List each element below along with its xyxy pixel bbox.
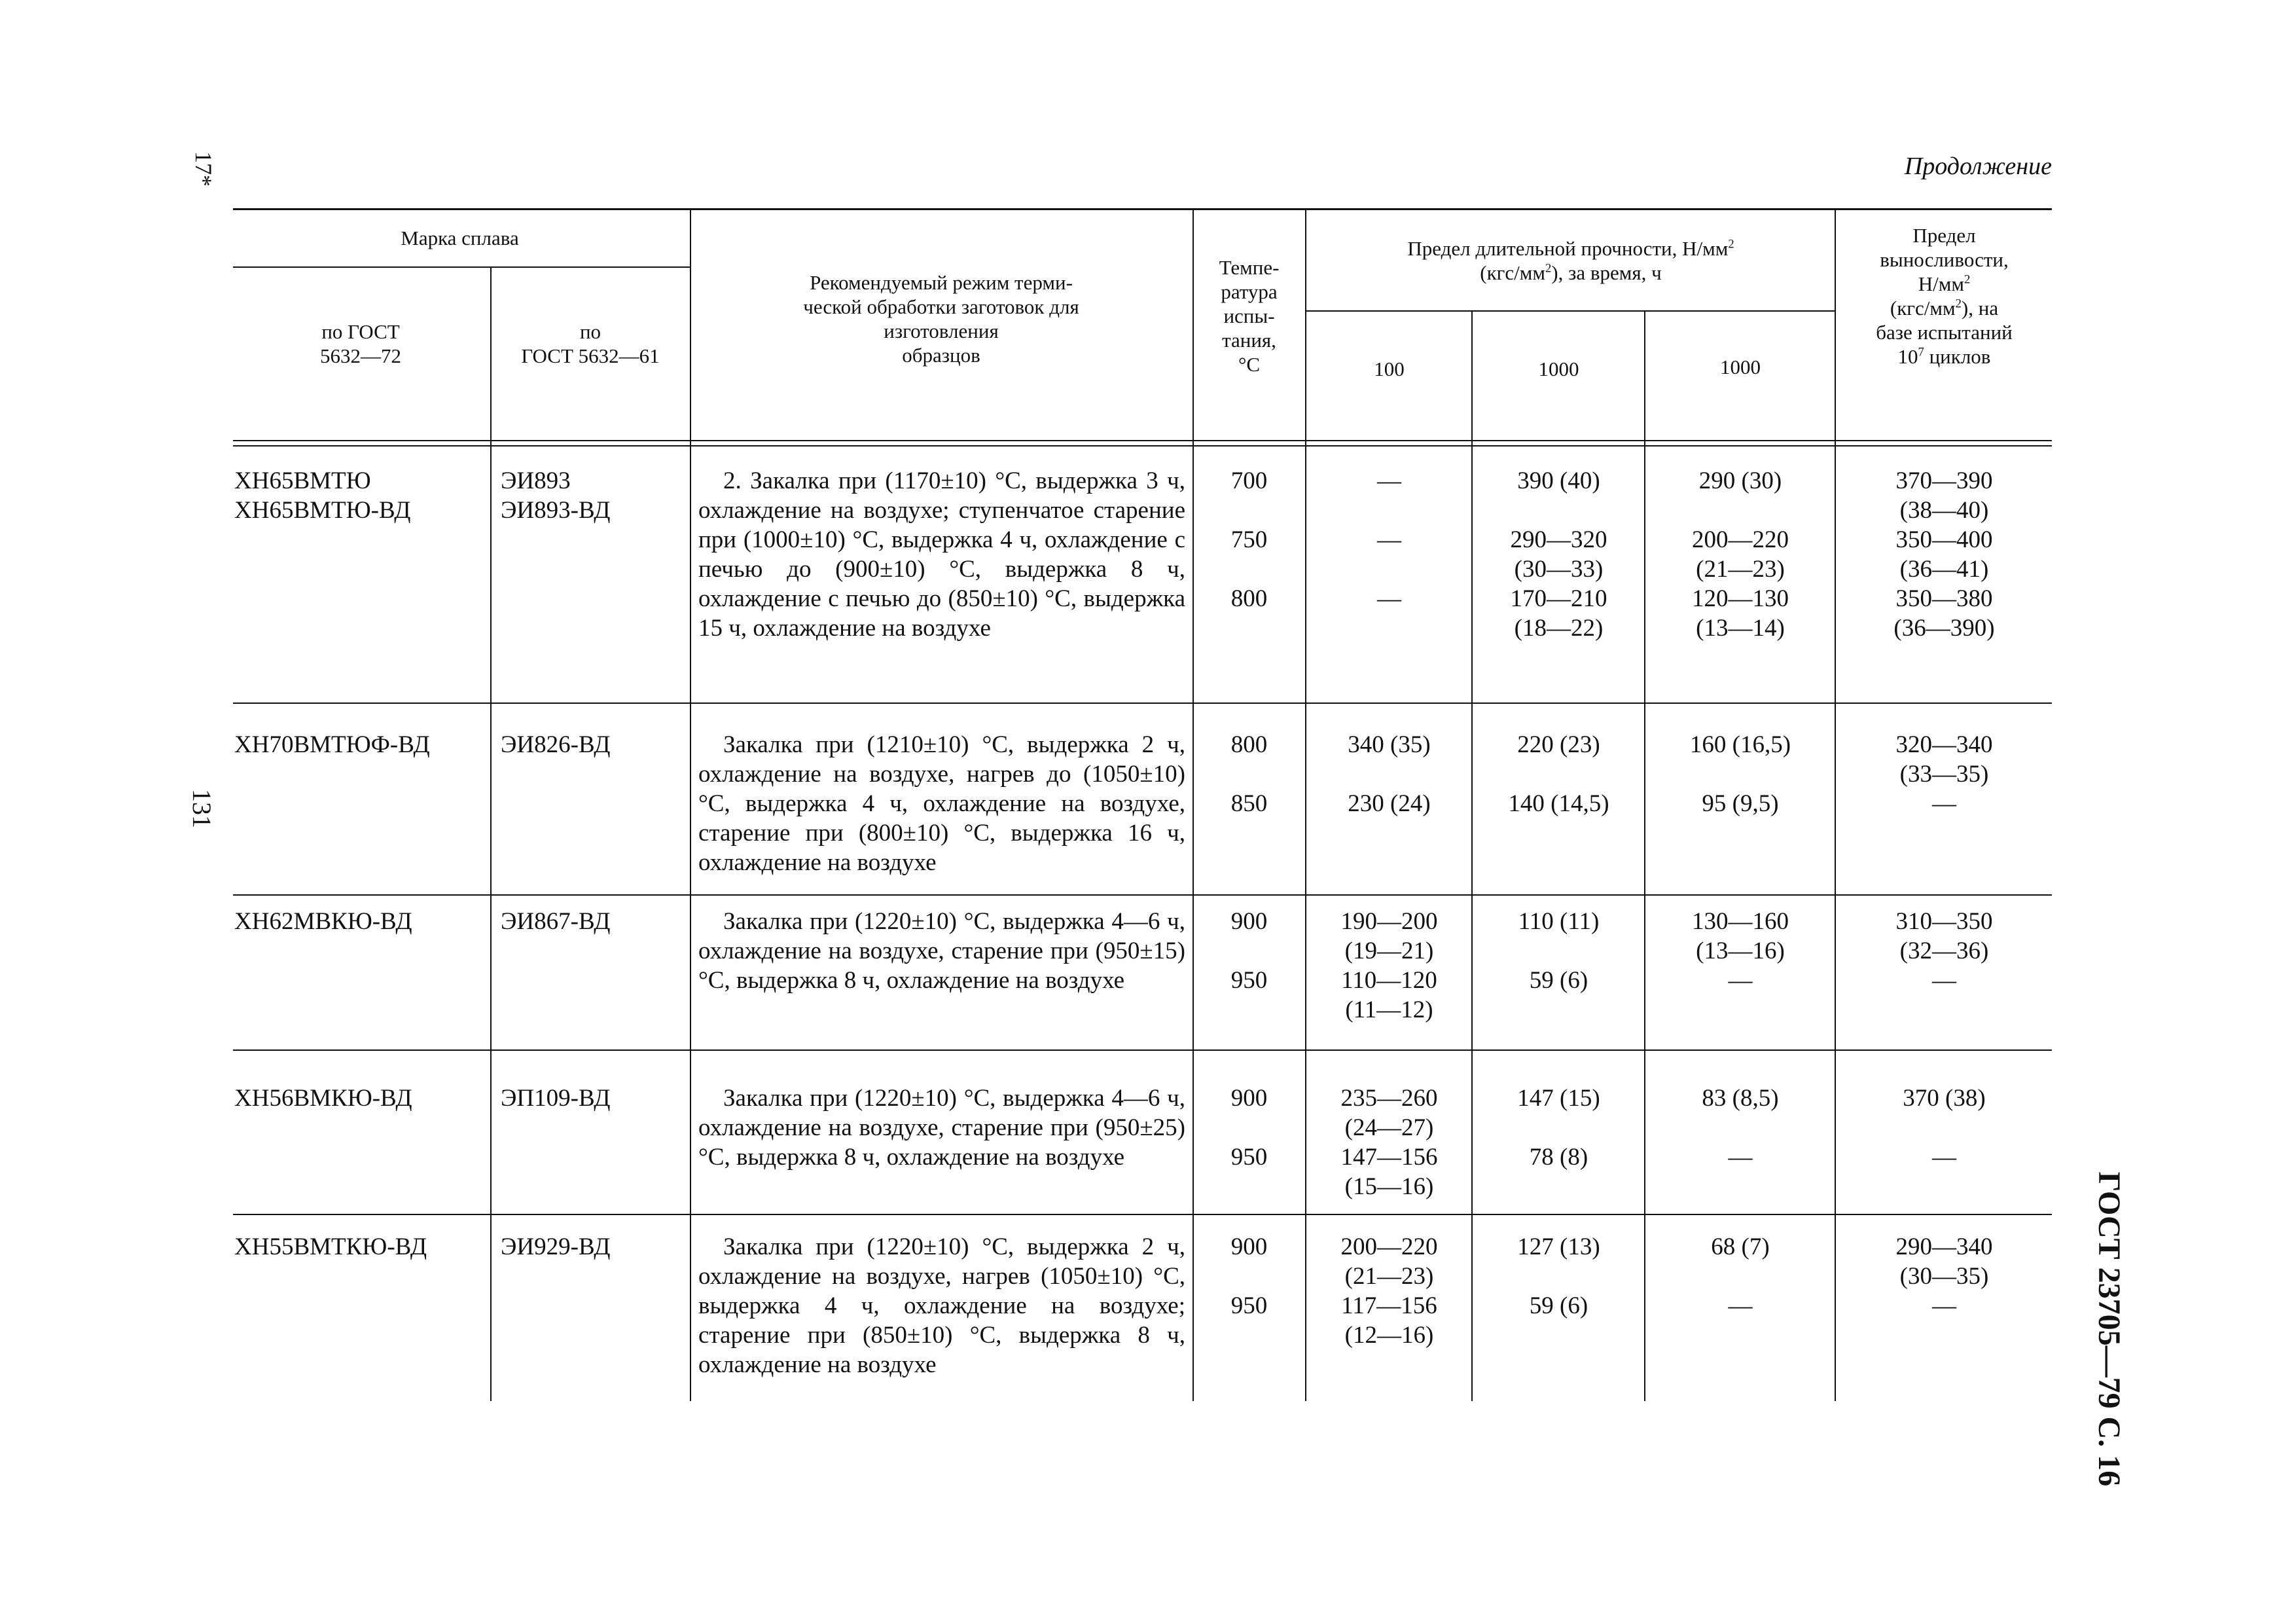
alloy-grade-gost72 bbox=[234, 1232, 486, 1262]
creep-strength-100h-line: 340 (35) bbox=[1348, 731, 1431, 758]
header-1000h-a bbox=[1473, 313, 1644, 424]
header-strength-line1: Предел длительной прочности, $Н/мм^2$ bbox=[1407, 237, 1734, 260]
creep-strength-100h-line: (15—16) bbox=[1344, 1173, 1434, 1200]
endurance-limit-line: 320—340 bbox=[1895, 731, 1993, 758]
endurance-limit-line: (36—41) bbox=[1899, 556, 1989, 583]
alloy-grade-gost72 bbox=[234, 466, 486, 525]
endurance-limit bbox=[1837, 907, 2052, 966]
endurance-limit bbox=[1837, 466, 2052, 525]
header-subrule-strength bbox=[1306, 310, 1836, 312]
header-1000h-a-text: 1000 bbox=[1538, 357, 1579, 380]
creep-strength-100h bbox=[1307, 966, 1471, 1025]
header-alloy-grade bbox=[233, 211, 687, 264]
header-1000h-b-text: 1000 bbox=[1720, 356, 1761, 378]
creep-strength-1000h-b bbox=[1646, 966, 1835, 995]
creep-strength-100h-line: (12—16) bbox=[1344, 1322, 1434, 1349]
alloy-grade-gost72-line: ХН55ВМТКЮ-ВД bbox=[234, 1233, 427, 1260]
heat-treatment-text: Закалка при (1220±10) °С, выдержка 2 ч, охлаждение на воздухе, нагрев (1050±10) °С, выдержка 4 ч, охлаждение на воздухе; старение при (850±10) °С, выдержка 8 ч, охлаждение на воздухе bbox=[698, 1233, 1185, 1378]
alloy-grade-gost72 bbox=[234, 907, 486, 936]
creep-strength-100h bbox=[1307, 1232, 1471, 1291]
creep-strength-1000h-b-line: 290 (30) bbox=[1698, 467, 1782, 494]
creep-strength-1000h-b-line: (21—23) bbox=[1696, 556, 1785, 583]
creep-strength-1000h-b bbox=[1646, 1232, 1835, 1262]
header-creep-strength bbox=[1307, 213, 1835, 308]
endurance-limit-line: 370 (38) bbox=[1903, 1085, 1986, 1112]
header-subrule-grade bbox=[233, 266, 691, 268]
header-temp-line1: Темпе- bbox=[1219, 255, 1280, 279]
creep-strength-1000h-a-line: 127 (13) bbox=[1517, 1233, 1600, 1260]
row-separator-1 bbox=[233, 702, 2052, 704]
header-temp-line3: испы- bbox=[1223, 304, 1275, 327]
test-temperature: 950 bbox=[1230, 1144, 1268, 1171]
creep-strength-1000h-b-line: 200—220 bbox=[1692, 526, 1789, 553]
endurance-limit-line: 350—380 bbox=[1895, 585, 1993, 612]
heat-treatment-text: Закалка при (1210±10) °С, выдержка 2 ч, охлаждение на воздухе, нагрев до (1050±10) °С, выдержка 4 ч, охлаждение на воздухе, старение при (800±10) °С, выдержка 16 ч, охлаждение на воздухе bbox=[698, 731, 1185, 876]
creep-strength-100h-line: — bbox=[1377, 526, 1401, 553]
header-1000h-b bbox=[1646, 313, 1835, 421]
endurance-limit-line: — bbox=[1932, 1292, 1956, 1319]
endurance-limit bbox=[1837, 789, 2052, 818]
creep-strength-1000h-a-line: 220 (23) bbox=[1517, 731, 1600, 758]
header-endurance-line4: $(кгс/мм^2)$, на bbox=[1890, 297, 1999, 319]
creep-strength-100h-line: 230 (24) bbox=[1348, 790, 1431, 817]
test-temperature: 800 bbox=[1230, 585, 1268, 612]
endurance-limit bbox=[1837, 525, 2052, 584]
creep-strength-100h bbox=[1307, 525, 1471, 555]
endurance-limit bbox=[1837, 730, 2052, 789]
creep-strength-1000h-a-line: 170—210 bbox=[1510, 585, 1607, 612]
header-gost61-line2: ГОСТ 5632—61 bbox=[521, 344, 660, 367]
header-endurance-line5: базе испытаний bbox=[1876, 321, 2013, 344]
endurance-limit bbox=[1837, 1291, 2052, 1321]
endurance-limit-line: (36—390) bbox=[1893, 615, 1995, 642]
endurance-limit bbox=[1837, 1142, 2052, 1172]
creep-strength-1000h-a-line: (30—33) bbox=[1514, 556, 1604, 583]
header-strength-sup1: 2 bbox=[1728, 237, 1734, 251]
creep-strength-100h-line: (19—21) bbox=[1344, 938, 1434, 964]
header-temp-line2: ратура bbox=[1221, 280, 1278, 303]
creep-strength-1000h-a bbox=[1473, 1142, 1644, 1172]
endurance-limit-line: — bbox=[1932, 967, 1956, 994]
alloy-grade-gost72-line: ХН56ВМКЮ-ВД bbox=[234, 1085, 412, 1112]
creep-strength-1000h-b-line: (13—14) bbox=[1696, 615, 1785, 642]
alloy-grade-gost61-line: ЭИ867-ВД bbox=[501, 908, 611, 935]
header-endurance-sup6: 7 bbox=[1918, 345, 1924, 359]
creep-strength-100h-line: (21—23) bbox=[1344, 1263, 1434, 1290]
creep-strength-100h-line: 117—156 bbox=[1341, 1292, 1437, 1319]
header-gost61-line1: по bbox=[579, 320, 601, 343]
creep-strength-1000h-a-line: 78 (8) bbox=[1529, 1144, 1588, 1171]
header-bottom-rule-2 bbox=[233, 445, 2052, 447]
row-separator-2 bbox=[233, 894, 2052, 896]
header-bottom-rule-1 bbox=[233, 440, 2052, 441]
header-100h-text: 100 bbox=[1374, 357, 1405, 380]
creep-strength-1000h-b bbox=[1646, 789, 1835, 818]
creep-strength-1000h-a-line: 290—320 bbox=[1510, 526, 1607, 553]
col-divider-endurance bbox=[1835, 208, 1836, 1401]
header-endurance-line1: Предел bbox=[1912, 224, 1976, 247]
creep-strength-1000h-a bbox=[1473, 730, 1644, 759]
creep-strength-100h-line: 190—200 bbox=[1340, 908, 1438, 935]
header-endurance-sup3: 2 bbox=[1964, 272, 1971, 287]
endurance-limit-line: (32—36) bbox=[1899, 938, 1989, 964]
endurance-limit-line: (33—35) bbox=[1899, 761, 1989, 788]
endurance-limit-line: 290—340 bbox=[1895, 1233, 1993, 1260]
header-treatment-line2: ческой обработки заготовок для bbox=[803, 295, 1079, 318]
heat-treatment-text: Закалка при (1220±10) °С, выдержка 4—6 ч, охлаждение на воздухе, старение при (950±15) °С, выдержка 8 ч, охлаждение на воздухе bbox=[698, 908, 1185, 994]
creep-strength-1000h-a-line: 59 (6) bbox=[1529, 967, 1588, 994]
header-endurance-line3: $Н/мм^2$ bbox=[1918, 272, 1971, 295]
header-treatment-line3: изготовления bbox=[884, 319, 999, 342]
creep-strength-1000h-a bbox=[1473, 584, 1644, 643]
creep-strength-1000h-b bbox=[1646, 1291, 1835, 1321]
continuation-label: Продолжение bbox=[1904, 153, 2052, 180]
alloy-grade-gost61-line: ЭИ893-ВД bbox=[501, 497, 611, 524]
creep-strength-1000h-b bbox=[1646, 730, 1835, 759]
header-endurance-sup4: 2 bbox=[1955, 297, 1962, 311]
creep-strength-1000h-a-line: (18—22) bbox=[1514, 615, 1604, 642]
creep-strength-1000h-a bbox=[1473, 1291, 1644, 1321]
row-separator-4 bbox=[233, 1214, 2052, 1215]
heat-treatment-text: Закалка при (1220±10) °С, выдержка 4—6 ч, охлаждение на воздухе, старение при (950±25) °С, выдержка 8 ч, охлаждение на воздухе bbox=[698, 1085, 1185, 1171]
alloy-grade-gost72 bbox=[234, 730, 486, 759]
creep-strength-1000h-b-line: (13—16) bbox=[1696, 938, 1785, 964]
creep-strength-1000h-a bbox=[1473, 1084, 1644, 1113]
endurance-limit-line: 350—400 bbox=[1895, 526, 1993, 553]
creep-strength-1000h-b bbox=[1646, 584, 1835, 643]
col-divider-temp bbox=[1193, 208, 1194, 1401]
header-treatment-line1: Рекомендуемый режим терми- bbox=[810, 271, 1073, 294]
test-temperature: 900 bbox=[1230, 1085, 1268, 1112]
header-heat-treatment bbox=[692, 211, 1191, 427]
creep-strength-1000h-a bbox=[1473, 966, 1644, 995]
creep-strength-100h bbox=[1307, 907, 1471, 966]
creep-strength-1000h-b bbox=[1646, 907, 1835, 966]
creep-strength-1000h-b bbox=[1646, 1142, 1835, 1172]
test-temperature: 950 bbox=[1230, 967, 1268, 994]
header-strength-line2: $(кгс/мм^2)$, за время, ч bbox=[1480, 261, 1662, 284]
creep-strength-100h-line: 147—156 bbox=[1340, 1144, 1438, 1171]
creep-strength-100h-line: 235—260 bbox=[1340, 1085, 1438, 1112]
alloy-grade-gost72-line: ХН62МВКЮ-ВД bbox=[234, 908, 412, 935]
creep-strength-1000h-b bbox=[1646, 1084, 1835, 1113]
col-divider-strength bbox=[1305, 208, 1306, 1401]
alloy-grade-gost72-line: ХН70ВМТЮФ-ВД bbox=[234, 731, 430, 758]
header-100h bbox=[1307, 313, 1471, 424]
alloy-grade-gost61 bbox=[501, 730, 684, 759]
creep-strength-100h-line: — bbox=[1377, 585, 1401, 612]
creep-strength-1000h-b bbox=[1646, 525, 1835, 584]
alloy-grade-gost61-line: ЭИ826-ВД bbox=[501, 731, 611, 758]
col-divider-1000a bbox=[1471, 310, 1473, 1401]
creep-strength-1000h-a-line: 147 (15) bbox=[1517, 1085, 1600, 1112]
endurance-limit-line: 310—350 bbox=[1895, 908, 1993, 935]
creep-strength-1000h-a-line: 59 (6) bbox=[1529, 1292, 1588, 1319]
endurance-limit bbox=[1837, 1084, 2052, 1113]
col-divider-1000b bbox=[1644, 310, 1645, 1401]
alloy-grade-gost61 bbox=[501, 466, 684, 525]
creep-strength-1000h-b-line: 130—160 bbox=[1692, 908, 1789, 935]
test-temperature: 900 bbox=[1230, 1233, 1268, 1260]
creep-strength-1000h-a bbox=[1473, 1232, 1644, 1262]
header-temp-line4: тания, bbox=[1222, 328, 1276, 352]
endurance-limit-line: — bbox=[1932, 790, 1956, 817]
test-temperature: 850 bbox=[1230, 790, 1268, 817]
header-gost-5632-61 bbox=[492, 268, 689, 419]
creep-strength-1000h-b-line: — bbox=[1728, 967, 1753, 994]
creep-strength-1000h-b-line: 68 (7) bbox=[1711, 1233, 1770, 1260]
header-alloy-grade-text: Марка сплава bbox=[401, 226, 519, 249]
margin-page-number: 131 bbox=[187, 789, 217, 828]
header-endurance-limit bbox=[1837, 211, 2052, 381]
alloy-grade-gost72-line: ХН65ВМТЮ-ВД bbox=[234, 497, 411, 524]
alloy-grade-gost61-line: ЭП109-ВД bbox=[501, 1085, 611, 1112]
header-gost-5632-72 bbox=[233, 268, 488, 419]
header-gost72-line1: по ГОСТ bbox=[321, 320, 400, 343]
creep-strength-1000h-a bbox=[1473, 525, 1644, 584]
endurance-limit bbox=[1837, 966, 2052, 995]
heat-treatment-text: 2. Закалка при (1170±10) °С, выдержка 3 ч, охлаждение на воздухе; ступенчатое старение при (1000±10) °С, выдержка 4 ч, охлаждение с печью до (900±10) °С, выдержка 8 ч, охлаждение с печью до (850±10) °С, выдержка 15 ч, охлаждение на воздухе bbox=[698, 467, 1185, 642]
test-temperature: 950 bbox=[1230, 1292, 1268, 1319]
creep-strength-1000h-b-line: 83 (8,5) bbox=[1702, 1085, 1779, 1112]
creep-strength-1000h-a bbox=[1473, 789, 1644, 818]
col-divider-gost bbox=[490, 266, 492, 1401]
creep-strength-100h bbox=[1307, 584, 1471, 613]
header-endurance-line6: $10^7$ циклов bbox=[1897, 345, 1991, 368]
creep-strength-100h bbox=[1307, 789, 1471, 818]
creep-strength-1000h-b bbox=[1646, 466, 1835, 496]
creep-strength-1000h-b-line: 160 (16,5) bbox=[1689, 731, 1791, 758]
creep-strength-100h bbox=[1307, 1142, 1471, 1201]
alloy-grade-gost61 bbox=[501, 1084, 684, 1113]
test-temperature: 800 bbox=[1230, 731, 1268, 758]
table-top-border bbox=[233, 208, 2052, 210]
creep-strength-100h-line: 110—120 bbox=[1341, 967, 1437, 994]
header-test-temperature bbox=[1194, 211, 1304, 420]
creep-strength-100h bbox=[1307, 1084, 1471, 1142]
creep-strength-100h-line: — bbox=[1377, 467, 1401, 494]
margin-standard-label: ГОСТ 23705—79 С. 16 bbox=[2092, 1171, 2126, 1487]
endurance-limit-line: — bbox=[1932, 1144, 1956, 1171]
col-divider-treatment bbox=[690, 208, 691, 1401]
test-temperature: 700 bbox=[1230, 467, 1268, 494]
creep-strength-1000h-a bbox=[1473, 907, 1644, 936]
alloy-grade-gost61-line: ЭИ929-ВД bbox=[501, 1233, 611, 1260]
endurance-limit-line: (30—35) bbox=[1899, 1263, 1989, 1290]
margin-sheet-mark: 17* bbox=[190, 151, 217, 187]
alloy-grade-gost61 bbox=[501, 907, 684, 936]
creep-strength-1000h-b-line: 120—130 bbox=[1692, 585, 1789, 612]
creep-strength-100h bbox=[1307, 466, 1471, 496]
header-endurance-line2: выносливости, bbox=[1880, 248, 2009, 271]
creep-strength-1000h-b-line: — bbox=[1728, 1292, 1753, 1319]
alloy-grade-gost61 bbox=[501, 1232, 684, 1262]
creep-strength-1000h-a bbox=[1473, 466, 1644, 496]
endurance-limit bbox=[1837, 1232, 2052, 1291]
creep-strength-100h bbox=[1307, 730, 1471, 759]
endurance-limit bbox=[1837, 584, 2052, 643]
alloy-grade-gost72-line: ХН65ВМТЮ bbox=[234, 467, 371, 494]
alloy-grade-gost61-line: ЭИ893 bbox=[501, 467, 571, 494]
creep-strength-1000h-b-line: 95 (9,5) bbox=[1702, 790, 1779, 817]
creep-strength-1000h-a-line: 140 (14,5) bbox=[1508, 790, 1609, 817]
header-temp-line5: °С bbox=[1238, 352, 1261, 376]
alloy-grade-gost72 bbox=[234, 1084, 486, 1113]
creep-strength-1000h-a-line: 390 (40) bbox=[1517, 467, 1600, 494]
creep-strength-100h-line: (24—27) bbox=[1344, 1114, 1434, 1141]
creep-strength-100h-line: (11—12) bbox=[1345, 996, 1433, 1023]
header-strength-sup2: 2 bbox=[1545, 261, 1552, 276]
creep-strength-100h-line: 200—220 bbox=[1340, 1233, 1438, 1260]
test-temperature: 900 bbox=[1230, 908, 1268, 935]
endurance-limit-line: (38—40) bbox=[1899, 497, 1989, 524]
creep-strength-1000h-b-line: — bbox=[1728, 1144, 1753, 1171]
creep-strength-100h bbox=[1307, 1291, 1471, 1350]
endurance-limit-line: 370—390 bbox=[1895, 467, 1993, 494]
creep-strength-1000h-a-line: 110 (11) bbox=[1518, 908, 1600, 935]
header-treatment-line4: образцов bbox=[902, 344, 980, 367]
row-separator-3 bbox=[233, 1049, 2052, 1051]
test-temperature: 750 bbox=[1230, 526, 1268, 553]
header-gost72-line2: 5632—72 bbox=[320, 344, 401, 367]
